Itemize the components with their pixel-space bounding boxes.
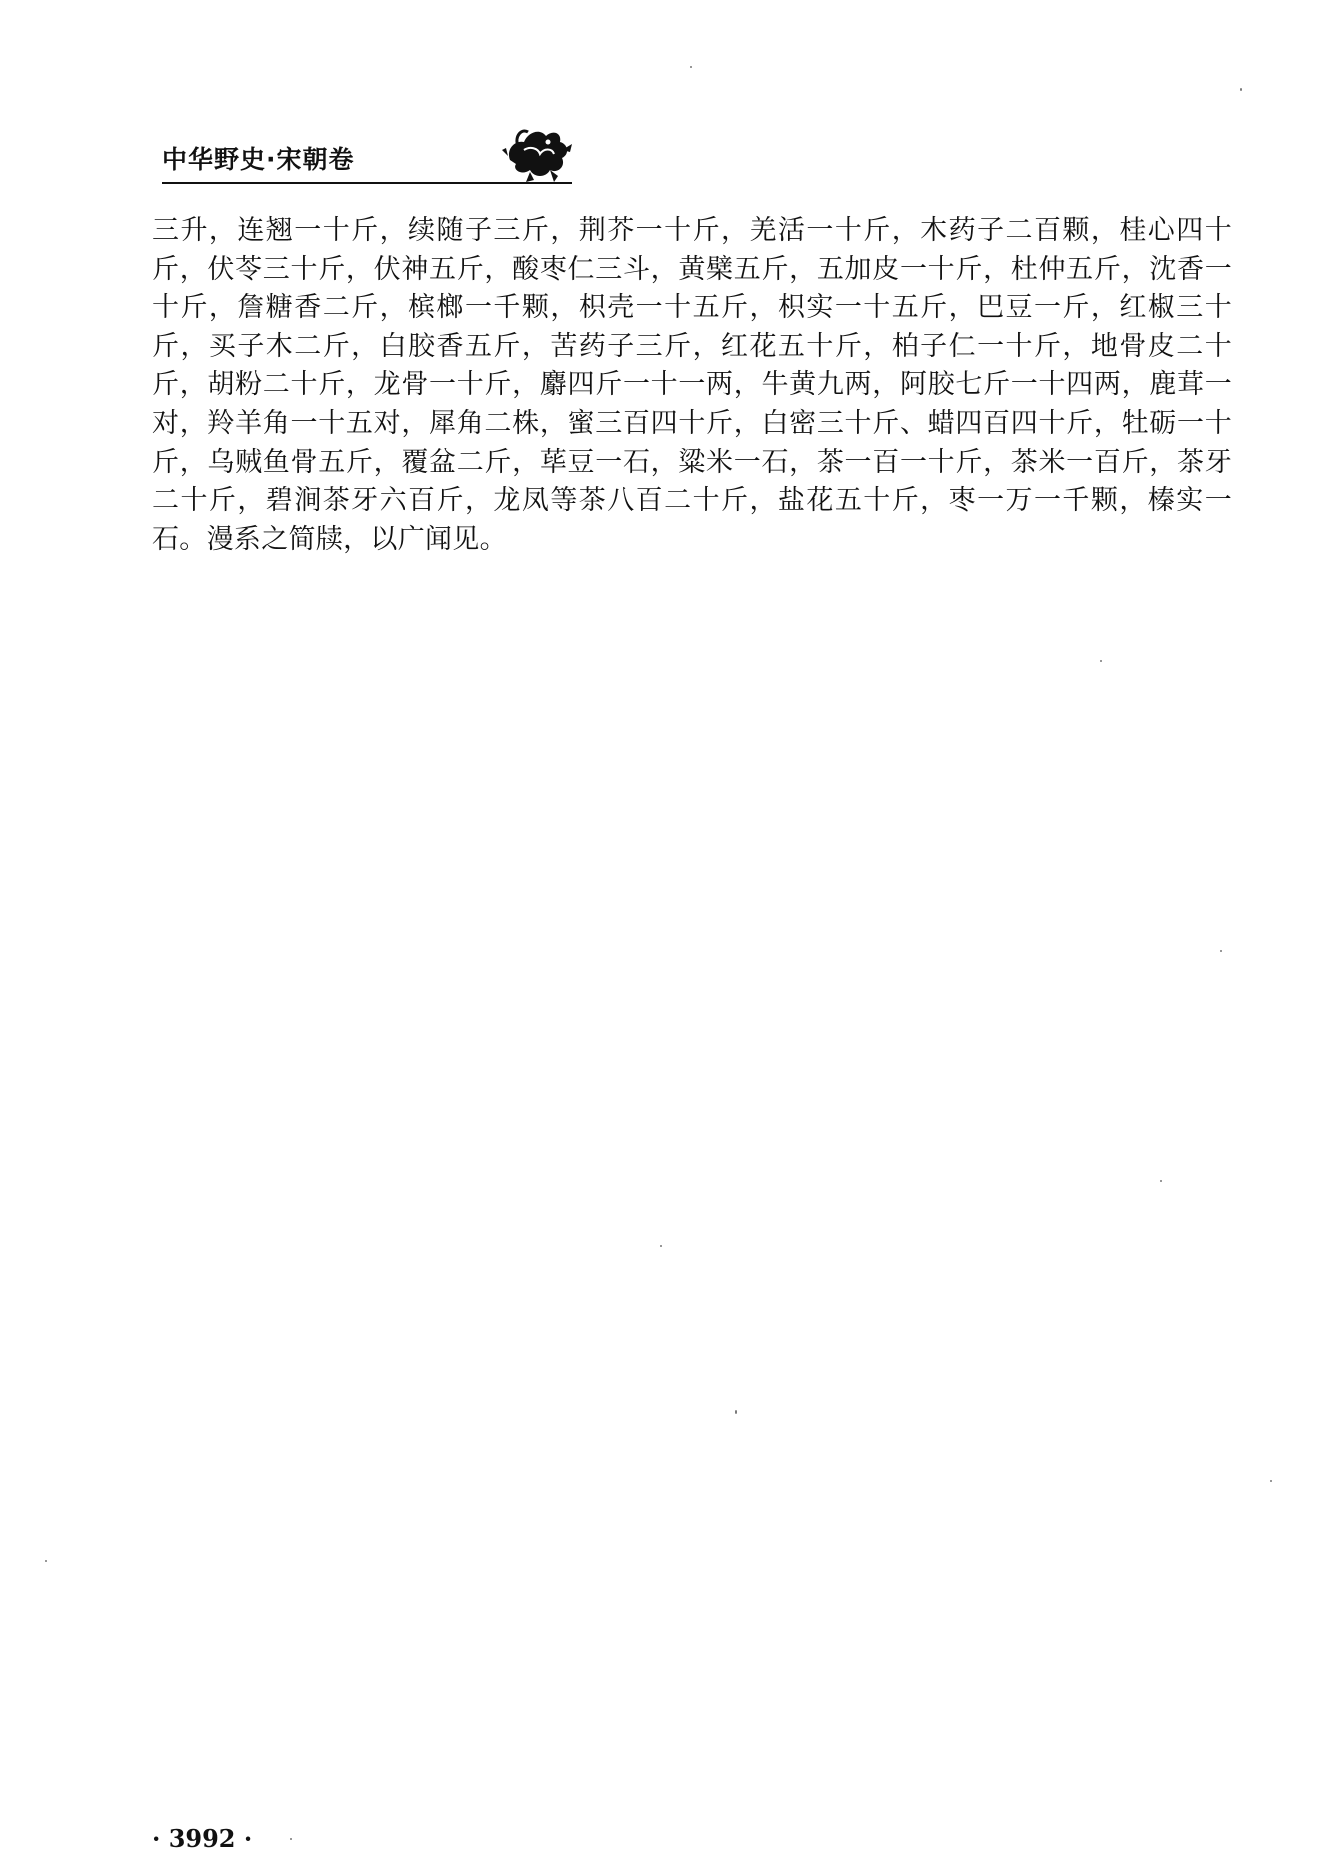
scan-speck [1160, 1180, 1162, 1182]
header-rule [162, 182, 572, 184]
scan-speck [1270, 1480, 1272, 1482]
scan-speck [735, 1410, 737, 1414]
scan-speck [290, 1838, 292, 1840]
book-title: 中华野史·宋朝卷 [162, 145, 355, 174]
scan-speck [1100, 660, 1102, 662]
scan-speck [690, 66, 692, 68]
dragon-emblem-icon [500, 120, 576, 184]
running-header [162, 120, 572, 190]
scan-speck [660, 1245, 662, 1247]
scan-speck [1240, 88, 1242, 91]
body-paragraph: 三升，连翘一十斤，续随子三斤，荆芥一十斤，羌活一十斤，木药子二百颗，桂心四十斤，伏苓三十斤，伏神五斤，酸枣仁三斗，黄檗五斤，五加皮一十斤，杜仲五斤，沈香一十斤，詹糖香二斤，槟榔一千颗，枳壳一十五斤，枳实一十五斤，巴豆一斤，红椒三十斤，买子木二斤，白胶香五斤，苦药子三斤，红花五十斤，柏子仁一十斤，地骨皮二十斤，胡粉二十斤，龙骨一十斤，麝四斤一十一两，牛黄九两，阿胶七斤一十四两，鹿茸一对，羚羊角一十五对，犀角二株，蜜三百四十斤，白密三十斤、蜡四百四十斤，牡砺一十斤，乌贼鱼骨五斤，覆盆二斤，荜豆一石，粱米一石，茶一百一十斤，茶米一百斤，茶牙二十斤，碧涧茶牙六百斤，龙凤等茶八百二十斤，盐花五十斤，枣一万一千颗，榛实一石。漫系之简牍，以广闻见。 [152, 215, 1232, 555]
scan-speck [45, 1560, 47, 1562]
scan-speck [1220, 950, 1222, 952]
page-number: · 3992 · [152, 1824, 253, 1853]
